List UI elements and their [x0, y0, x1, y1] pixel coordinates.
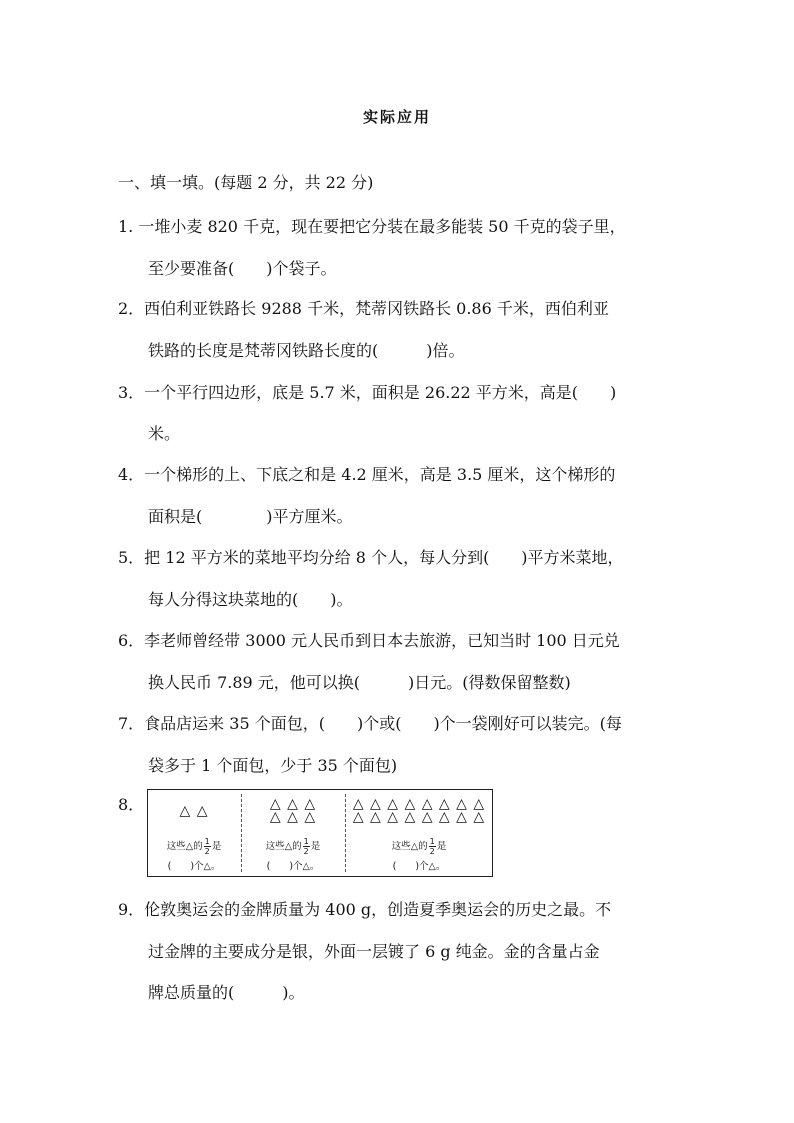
q9-line1: 9．伦敦奥运会的金牌质量为 400 g，创造夏季奥运会的历史之最。不	[118, 900, 612, 919]
q3-line2: 米。	[148, 424, 181, 443]
q1-line2: 至少要准备( )个袋子。	[148, 259, 337, 278]
q8-panel-2	[242, 790, 344, 876]
q1-line1: 1. 一堆小麦 820 千克，现在要把它分装在最多能装 50 千克的袋子里，	[118, 217, 626, 236]
one-half-fraction: $\frac{1}{2}$	[303, 837, 309, 856]
q8-panel-1	[148, 790, 240, 876]
q8-panel-3	[346, 790, 492, 876]
fraction-caption: 这些△的 $\frac{1}{2}$ 是	[391, 837, 447, 856]
triangle-row: △ △ △	[269, 809, 317, 825]
q5-line2: 每人分得这块菜地的( )。	[148, 590, 353, 609]
one-half-fraction: $\frac{1}{2}$	[429, 837, 435, 856]
q3-line1: 3．一个平行四边形，底是 5.7 米，面积是 26.22 平方米，高是( )	[118, 383, 617, 402]
triangle-row: △ △ △ △ △ △ △ △	[352, 809, 486, 825]
answer-blank-caption: ( )个△。	[167, 861, 221, 872]
section-heading: 一、填一填。(每题 2 分，共 22 分)	[118, 173, 374, 192]
page-title: 实际应用	[362, 108, 431, 126]
q9-line2: 过金牌的主要成分是银，外面一层镀了 6 g 纯金。金的含量占金	[148, 942, 600, 961]
q5-line1: 5．把 12 平方米的菜地平均分给 8 个人，每人分到( )平方米菜地，	[118, 548, 624, 567]
q7-line1: 7．食品店运来 35 个面包，( )个或( )个一袋刚好可以装完。(每	[118, 714, 622, 733]
triangle-row: △ △ △ △ △ △ △ △	[352, 796, 486, 812]
answer-blank-caption: ( )个△。	[266, 861, 320, 872]
q2-line1: 2．西伯利亚铁路长 9288 千米，梵蒂冈铁路长 0.86 千米，西伯利亚	[118, 299, 609, 318]
fraction-caption: 这些△的 $\frac{1}{2}$ 是	[265, 837, 321, 856]
fraction-caption: 这些△的 $\frac{1}{2}$ 是	[166, 837, 222, 856]
q8-figure	[147, 789, 493, 877]
q7-line2: 袋多于 1 个面包，少于 35 个面包)	[148, 756, 398, 775]
answer-blank-caption: ( )个△。	[392, 861, 446, 872]
q6-line1: 6．李老师曾经带 3000 元人民币到日本去旅游，已知当时 100 日元兑	[118, 631, 620, 650]
q6-line2: 换人民币 7.89 元，他可以换( )日元。(得数保留整数)	[148, 673, 571, 692]
q9-line3: 牌总质量的( )。	[148, 983, 305, 1002]
one-half-fraction: $\frac{1}{2}$	[204, 837, 210, 856]
q8-label: 8．	[118, 795, 145, 814]
q4-line1: 4．一个梯形的上、下底之和是 4.2 厘米，高是 3.5 厘米，这个梯形的	[118, 465, 616, 484]
q4-line2: 面积是( )平方厘米。	[148, 507, 353, 526]
triangle-row: △ △	[179, 803, 209, 819]
triangle-row: △ △ △	[269, 796, 317, 812]
q2-line2: 铁路的长度是梵蒂冈铁路长度的( )倍。	[148, 341, 465, 360]
